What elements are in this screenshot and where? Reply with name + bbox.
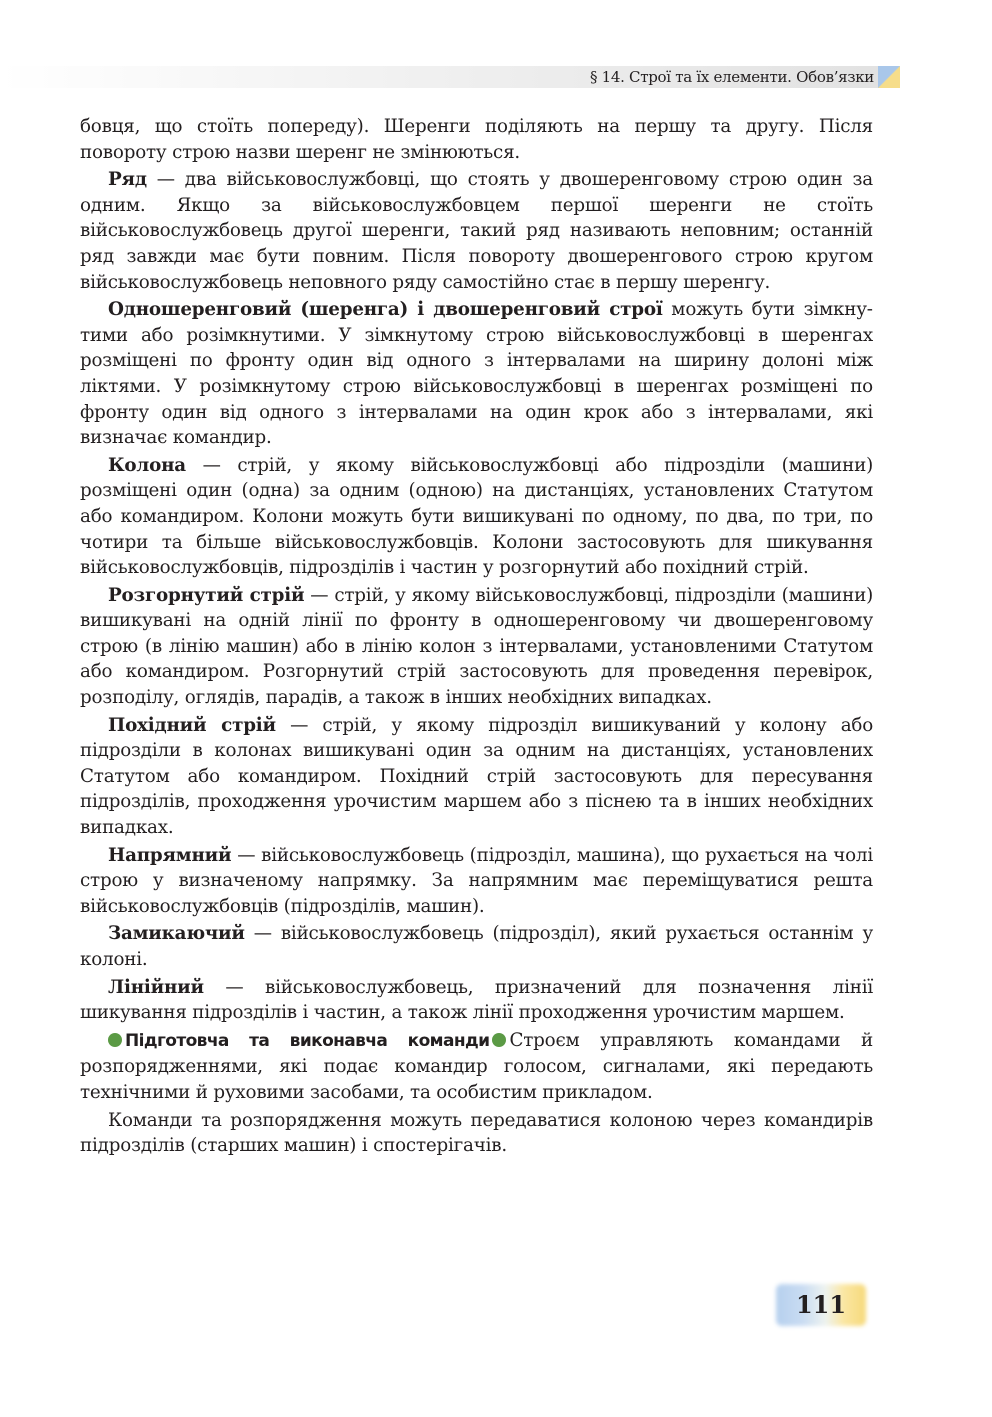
term-napriamnyi: Напрямний [108,844,232,866]
term-rozhornutyi: Розгорнутий стрій [108,584,305,606]
text-liniinyi: — військовослужбовець, призначений для позначення лінії шикування підрозділів і частин, а також лінії проходження урочистим маршем. [80,976,873,1024]
header-corner-decoration [878,66,900,88]
term-zamykaiuchyi: Замикаючий [108,923,245,945]
text-kolona: — стрій, у якому військовослужбовці або підрозділи (машини) розміщені один (одна) за одним (одною) на дистанціях, установлених Статутом або командиром. Колони можуть бути вишикувані по одному, по два, по три, по чотири та більше військовослужбовців. Колони застосовують для шикування військовослужбовців, підрозділів і частин у розгорнутий або похідний стрій. [80,454,873,579]
term-liniinyi: Лінійний [108,976,204,998]
paragraph-rozporiadzhennia: Команди та розпорядження можуть передаватися колоною через командирів підрозділів (старших машин) і спостерігачів. [80,1109,873,1157]
text-ryad: — два військовослужбовці, що стоять у двошеренговому строю один за одним. Якщо за військовослужбовцем першої шеренги не стоїть військовослужбовець другої шеренги, такий ряд називають неповним; останній ряд завжди має бути повним. Після повороту двошеренгового строю кругом військовослужбовець неповного ряду самостійно стає в першу шеренгу. [80,169,873,293]
text-napriamnyi: — військовослужбовець (підрозділ, машина), що рухається на чолі строю у визначеному напрямку. За напрямним має переміщуватися решта військовослужбовців (підрозділів, машин). [80,844,873,917]
term-kolona: Колона [108,454,186,476]
page-number: 111 [795,1290,847,1319]
paragraph-kolona [80,453,873,581]
paragraph-pokhidnyi [80,713,873,841]
text-zamykaiuchyi: — військовослужбовець (підрозділ), який рухається останнім у колоні. [80,923,873,970]
text-rozhornutyi: — стрій, у якому військовослужбовці, підрозділи (машини) вишикувані на одній лінії по фронту в одношеренговому чи двошеренговому строю (в лінію машин) або в лінію колон з інтервалами, установленими Статутом або командиром. Розгорнутий стрій застосовують для проведення перевірок, розподілу, оглядів, парадів, а також в інших необхідних випадках. [80,584,873,709]
paragraph-liniinyi [80,975,873,1026]
term-shereng: Одношеренговий (шеренга) і двошеренговий строї [108,299,663,321]
running-title: § 14. Строї та їх елементи. Обов’язки [589,68,874,86]
section-heading-komandy: Підготовча та виконавча команди [125,1030,490,1051]
paragraph-komandy [80,1028,873,1106]
text-komandy: Строєм управляють командами й розпорядженнями, які подає командир голосом, сигналами, які передають технічними й руховими засобами, та особистим прикладом. [80,1029,873,1103]
text-pokhidnyi: — стрій, у якому підрозділ вишикуваний у колону або підрозділи в колонах вишикувані один за одним на дистанціях, установлених Статутом або командиром. Похідний стрій застосовують для пересування підрозділів, проходження урочистим маршем або з піснею та в інших необхідних випадках. [80,714,874,839]
green-bullet-icon [108,1033,122,1047]
paragraph-ryad [80,167,873,295]
page-body [80,114,873,1161]
term-pokhidnyi: Похідний стрій [108,714,276,736]
text-shereng: можуть бути зімкнутими або розімкнутими. У зімкнутому строю військовослужбовці в шеренгах розміщені по фронту один від одного з інтервалами на ширину долоні між ліктями. У розімкнутому строю військовослужбовці в шеренгах розміщені по фронту один від одного з інтервалами на один крок або з інтервалами, які визначає командир. [80,299,873,449]
paragraph-napriamnyi [80,843,873,920]
paragraph-shereng [80,297,873,451]
paragraph-zamykaiuchyi [80,921,873,972]
paragraph-continuation: бовця, що стоїть попереду). Шеренги поділяють на першу та другу. Після повороту строю назви шеренг не змінюються. [80,116,873,163]
term-ryad: Ряд [108,169,147,191]
paragraph-rozhornutyi [80,583,873,711]
page-number-badge [776,1284,866,1326]
green-bullet-icon [492,1033,506,1047]
